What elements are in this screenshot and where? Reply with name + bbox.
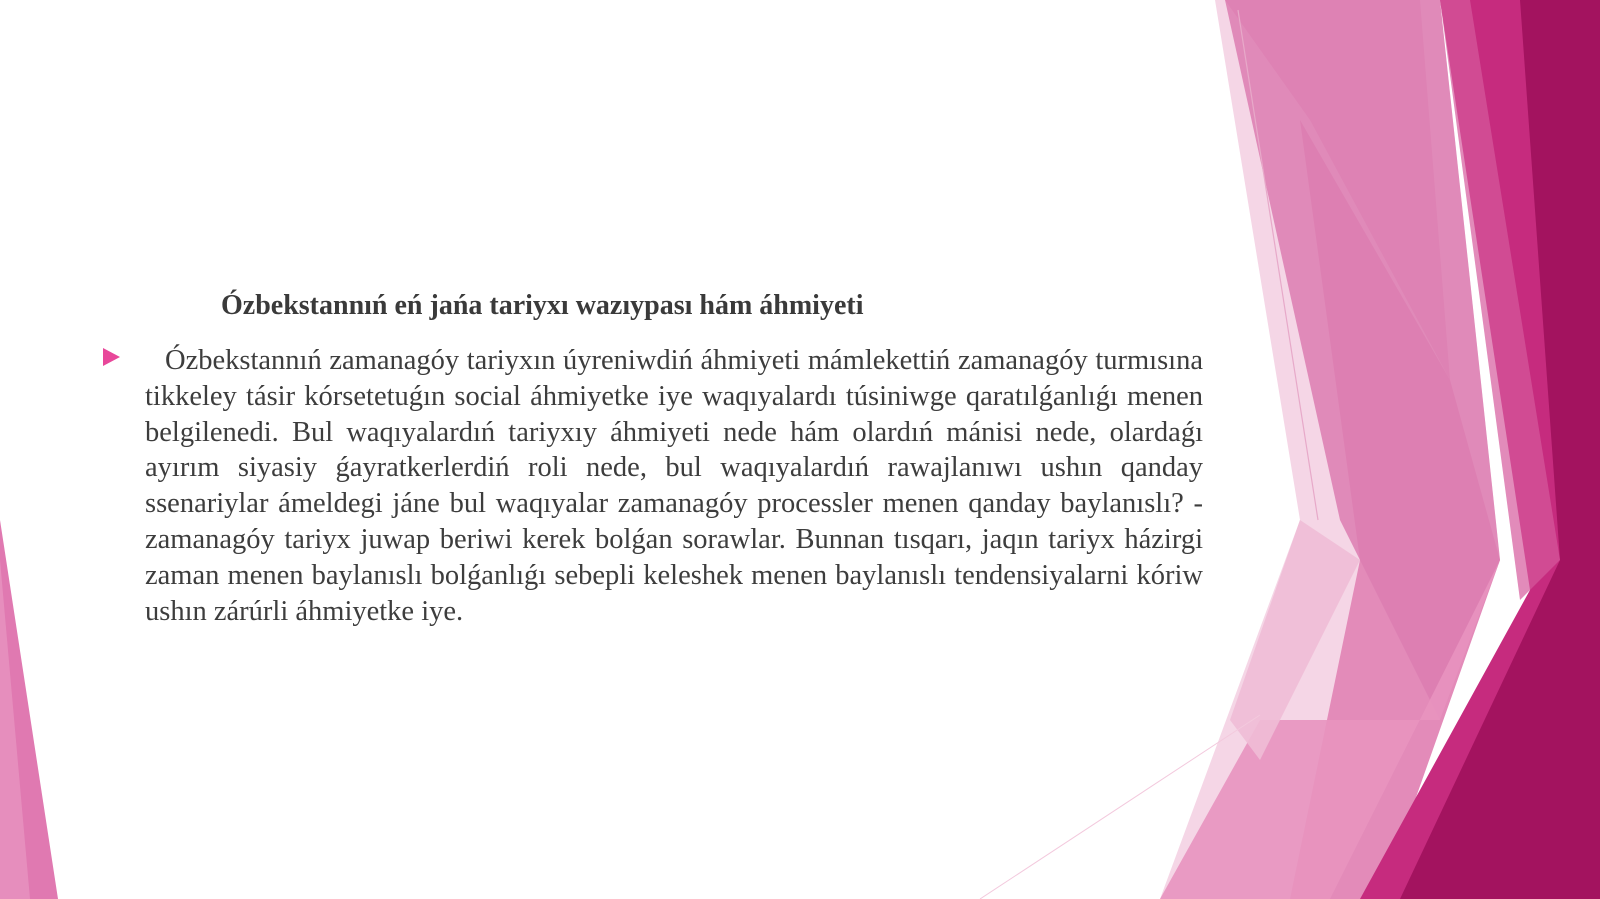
slide-body-paragraph: Ózbekstannıń zamanagóy tariyxın úyreniwdiń áhmiyeti mámlekettiń zamanagóy turmısına tikkeley tásir kórsetetuǵın social áhmiyetke iye waqıyalardı túsiniwge qaratılǵanlıǵı menen belgilenedi. Bul waqıyalardıń tariyxıy áhmiyeti nede hám olardıń mánisi nede, olardaǵı ayırım siyasiy ǵayratkerlerdiń roli nede, bul waqıyalardıń rawajlanıwı ushın qanday ssenariylar ámeldegi jáne bul waqıyalar zamanagóy processler menen qanday baylanıslı? - zamanagóy tariyx juwap beriwi kerek bolǵan sorawlar. Bunnan tısqarı, jaqın tariyx házirgi zaman menen baylanıslı bolǵanlıǵı sebepli keleshek menen baylanıslı tendensiyalarni kóriw ushın zárúrli áhmiyetke iye. (145, 345, 1203, 627)
triangle-right-icon (103, 348, 120, 366)
slide-title: Ózbekstannıń eń jańa tariyxı wazıypası hám áhmiyeti (221, 290, 864, 321)
